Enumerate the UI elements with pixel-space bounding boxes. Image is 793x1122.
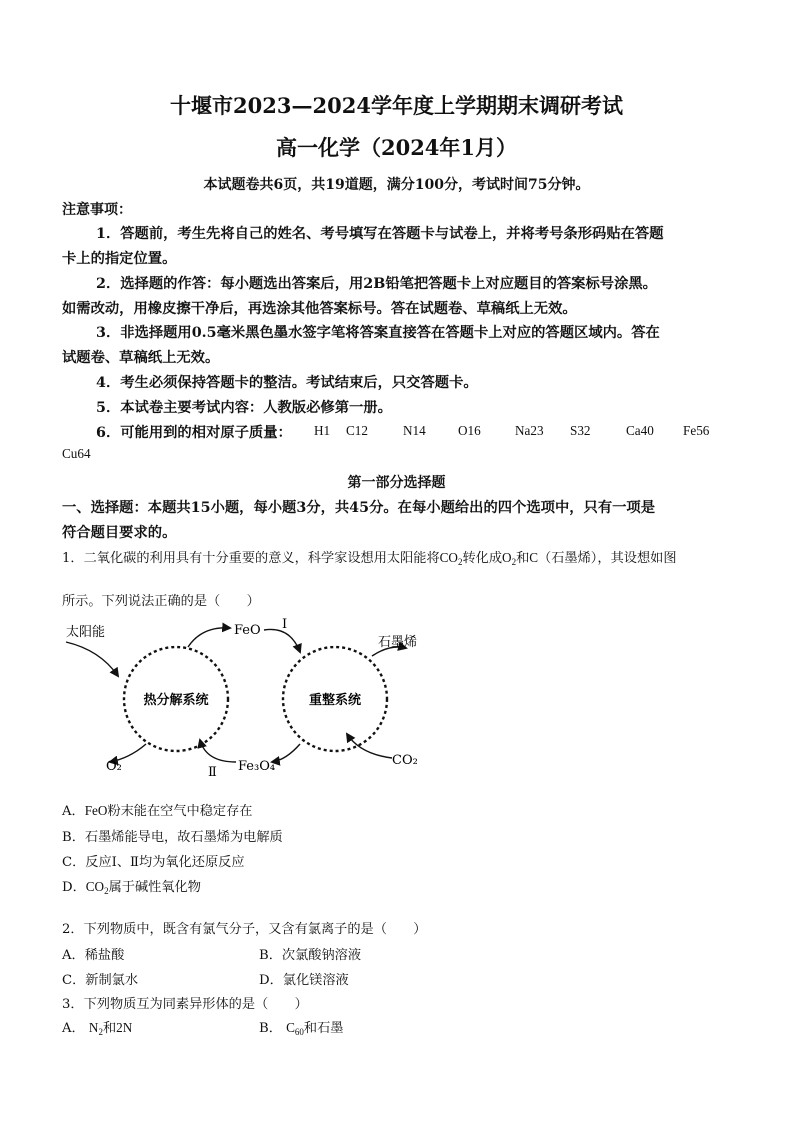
- q1-stem-line2: 所示。下列说法正确的是（ ）: [62, 594, 260, 609]
- atomic-mass-fe: Fe56: [683, 423, 710, 438]
- section-instructions-line2: 符合题目要求的。: [62, 525, 177, 541]
- q3-option-a-and: 和: [102, 1021, 117, 1036]
- q1-stem-line1: [62, 547, 677, 567]
- q3-option-a-2n: 2N: [116, 1020, 133, 1035]
- q1-cycle-diagram: [60, 612, 440, 782]
- q2-stem: 2．下列物质中，既含有氯气分子，又含有氯离子的是（ ）: [62, 922, 427, 937]
- q1-option-b: B．石墨烯能导电，故石墨烯为电解质: [62, 830, 283, 845]
- q1-o2-sub: 2: [511, 557, 517, 567]
- label-o2: O₂: [106, 759, 122, 774]
- q3-option-b-text: 和石墨: [303, 1021, 344, 1036]
- atomic-mass-cu: Cu64: [62, 446, 91, 461]
- q1-co2-base: CO: [439, 550, 458, 565]
- q1-stem-c: 和: [516, 551, 530, 566]
- atomic-mass-c: C12: [346, 423, 368, 438]
- fe3o4-out-arrow: [272, 744, 300, 762]
- label-thermal-system: 热分解系统: [143, 693, 209, 708]
- notice-item-5: 5．本试卷主要考试内容：人教版必修第一册。: [96, 400, 392, 416]
- q3-option-b-c60-sub: 60: [294, 1027, 304, 1037]
- notice-heading: 注意事项：: [62, 202, 132, 218]
- notice-item-3-line1: 3．非选择题用0.5毫米黑色墨水签字笔将答案直接答在答题卡上对应的答题区域内。答在: [96, 325, 660, 341]
- q2-option-b: B．次氯酸钠溶液: [259, 948, 362, 963]
- notice-item-3-line2: 试题卷、草稿纸上无效。: [62, 350, 220, 366]
- atomic-mass-o: O16: [458, 423, 481, 438]
- atomic-mass-n: N14: [403, 423, 426, 438]
- q3-option-a: [62, 1017, 132, 1037]
- q1-option-d-label: D．: [62, 880, 86, 895]
- label-fe3o4: Fe₃O₄: [238, 759, 276, 774]
- section-instructions-line1: 一、选择题：本题共15小题，每小题3分，共45分。在每小题给出的四个选项中，只有一项是: [62, 500, 656, 516]
- q1-option-c: C．反应Ⅰ、Ⅱ均为氧化还原反应: [62, 855, 245, 870]
- q1-option-d: [62, 876, 201, 896]
- q1-option-d-co2: [86, 879, 109, 894]
- q3-option-b-c60-base: C: [286, 1020, 295, 1035]
- q1-stem-b: 转化成: [462, 551, 503, 566]
- q1-option-d-text: 属于碱性氧化物: [108, 880, 201, 895]
- q1-stem-d: （石墨烯），其设想如图: [538, 551, 677, 566]
- q3-option-a-label: A．: [62, 1021, 85, 1036]
- q1-option-a-label: A．: [62, 804, 85, 819]
- notice-item-2-line1: 2．选择题的作答：每小题选出答案后，用2B铅笔把答题卡上对应题目的答案标号涂黑。: [96, 276, 657, 292]
- feo-in-arrow: [264, 629, 300, 652]
- q1-co2-sub: 2: [457, 557, 463, 567]
- feo-out-arrow: [188, 628, 230, 647]
- label-sun: 太阳能: [66, 625, 106, 640]
- label-feo: FeO: [234, 623, 261, 638]
- exam-intro: 本试题卷共6页，共19道题，满分100分，考试时间75分钟。: [203, 177, 590, 193]
- atomic-mass-s: S32: [570, 423, 591, 438]
- notice-item-6-label: 6．可能用到的相对原子质量：: [96, 425, 292, 441]
- sun-arrow: [66, 642, 118, 676]
- q3-option-a-n2: [89, 1020, 103, 1035]
- label-roman-2: Ⅱ: [208, 765, 217, 780]
- notice-item-4: 4．考生必须保持答题卡的整洁。考试结束后，只交答题卡。: [96, 375, 478, 391]
- label-graphene: 石墨烯: [378, 635, 418, 650]
- q3-option-a-n2-sub: 2: [98, 1027, 103, 1037]
- q2-option-a: A．稀盐酸: [62, 948, 125, 963]
- atomic-mass-ca: Ca40: [626, 423, 654, 438]
- label-co2: CO₂: [392, 753, 418, 768]
- q1-c-symbol: C: [529, 550, 539, 565]
- q1-option-a: [62, 800, 253, 819]
- q2-option-d: D．氯化镁溶液: [259, 973, 349, 988]
- q3-option-b: [259, 1017, 343, 1037]
- q2-option-c: C．新制氯水: [62, 973, 139, 988]
- label-roman-1: Ⅰ: [282, 617, 288, 632]
- notice-item-1-line1: 1．答题前，考生先将自己的姓名、考号填写在答题卡与试卷上，并将考号条形码贴在答题: [96, 226, 664, 242]
- q1-o2-base: O: [502, 550, 512, 565]
- q3-option-b-c60: [286, 1020, 304, 1035]
- fe3o4-in-arrow: [200, 740, 236, 762]
- notice-item-2-line2: 如需改动，用橡皮擦干净后，再选涂其他答案标号。答在试题卷、草稿纸上无效。: [62, 301, 577, 317]
- q1-option-a-feo: FeO: [84, 803, 108, 818]
- section-title: 第一部分选择题: [347, 475, 446, 491]
- q1-co2: [440, 550, 463, 565]
- q1-o2: [502, 550, 516, 565]
- label-reform-system: 重整系统: [308, 693, 362, 708]
- notice-item-1-line2: 卡上的指定位置。: [62, 251, 177, 267]
- exam-title: 十堰市2023—2024学年度上学期期末调研考试: [170, 93, 623, 118]
- q1-option-d-co2-base: CO: [85, 879, 105, 894]
- q3-stem: 3．下列物质互为同素异形体的是（ ）: [62, 997, 308, 1012]
- q1-stem-a: 1．二氧化碳的利用具有十分重要的意义，科学家设想用太阳能将: [62, 551, 440, 566]
- q1-option-d-co2-sub: 2: [104, 886, 109, 896]
- q1-option-a-text: 粉末能在空气中稳定存在: [107, 804, 253, 819]
- exam-subtitle: 高一化学（2024年1月）: [275, 135, 518, 160]
- q3-option-a-n2-base: N: [88, 1020, 99, 1035]
- atomic-mass-h: H1: [314, 423, 331, 438]
- q3-option-b-label: B．: [259, 1021, 282, 1036]
- atomic-mass-na: Na23: [515, 423, 544, 438]
